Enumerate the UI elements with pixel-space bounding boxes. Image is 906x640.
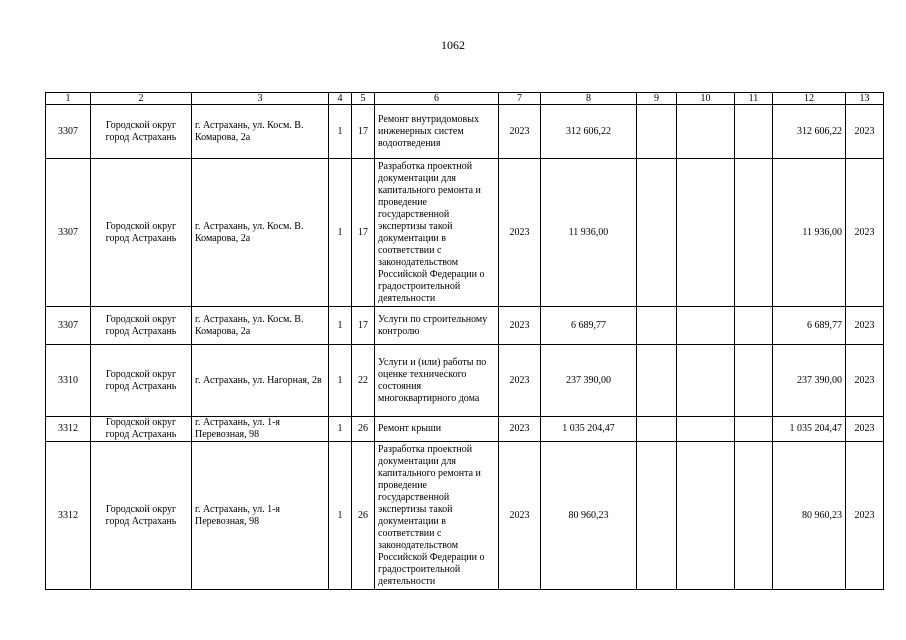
year: 2023 — [499, 159, 541, 307]
completion-year: 2023 — [846, 417, 884, 442]
col-11-value — [735, 105, 773, 159]
address: г. Астрахань, ул. 1-я Перевозная, 98 — [192, 442, 329, 590]
col-9-value — [637, 159, 677, 307]
col-10-value — [677, 345, 735, 417]
municipality: Городской округ город Астрахань — [91, 307, 192, 345]
col-10-value — [677, 159, 735, 307]
col-4-value: 1 — [329, 442, 352, 590]
completion-year: 2023 — [846, 105, 884, 159]
column-number: 4 — [329, 93, 352, 105]
work-description: Услуги и (или) работы по оценке технического состояния многоквартирного дома — [375, 345, 499, 417]
table-row — [46, 159, 884, 307]
col-4-value: 1 — [329, 159, 352, 307]
col-10-value — [677, 307, 735, 345]
column-number: 2 — [91, 93, 192, 105]
col-11-value — [735, 159, 773, 307]
year: 2023 — [499, 442, 541, 590]
col-11-value — [735, 345, 773, 417]
col-4-value: 1 — [329, 417, 352, 442]
funding-amount: 80 960,23 — [773, 442, 846, 590]
col-5-value: 22 — [352, 345, 375, 417]
municipality: Городской округ город Астрахань — [91, 159, 192, 307]
work-description: Разработка проектной документации для капитального ремонта и проведение государственной экспертизы такой документации в соответствии с законодательством Российской Федерации о градостроительной деятельности — [375, 159, 499, 307]
col-9-value — [637, 442, 677, 590]
col-5-value: 17 — [352, 307, 375, 345]
column-number-row — [46, 93, 884, 105]
funding-amount: 11 936,00 — [773, 159, 846, 307]
col-9-value — [637, 345, 677, 417]
col-11-value — [735, 442, 773, 590]
row-number: 3307 — [46, 105, 91, 159]
total-cost: 11 936,00 — [541, 159, 637, 307]
column-number: 7 — [499, 93, 541, 105]
page-number: 1062 — [441, 38, 465, 52]
total-cost: 312 606,22 — [541, 105, 637, 159]
work-description: Ремонт крыши — [375, 417, 499, 442]
table-row — [46, 417, 884, 442]
work-description: Разработка проектной документации для капитального ремонта и проведение государственной экспертизы такой документации в соответствии с законодательством Российской Федерации о градостроительной деятельности — [375, 442, 499, 590]
address: г. Астрахань, ул. Косм. В. Комарова, 2а — [192, 307, 329, 345]
municipality: Городской округ город Астрахань — [91, 345, 192, 417]
register-table — [45, 92, 884, 590]
total-cost: 237 390,00 — [541, 345, 637, 417]
total-cost: 1 035 204,47 — [541, 417, 637, 442]
table-row — [46, 345, 884, 417]
row-number: 3307 — [46, 159, 91, 307]
row-number: 3310 — [46, 345, 91, 417]
completion-year: 2023 — [846, 159, 884, 307]
work-description: Услуги по строительному контролю — [375, 307, 499, 345]
col-5-value: 17 — [352, 105, 375, 159]
municipality: Городской округ город Астрахань — [91, 442, 192, 590]
column-number: 11 — [735, 93, 773, 105]
col-11-value — [735, 307, 773, 345]
row-number: 3312 — [46, 442, 91, 590]
col-4-value: 1 — [329, 307, 352, 345]
col-4-value: 1 — [329, 345, 352, 417]
municipality: Городской округ город Астрахань — [91, 417, 192, 442]
column-number: 3 — [192, 93, 329, 105]
row-number: 3307 — [46, 307, 91, 345]
table-row — [46, 442, 884, 590]
col-5-value: 26 — [352, 442, 375, 590]
year: 2023 — [499, 105, 541, 159]
column-number: 12 — [773, 93, 846, 105]
year: 2023 — [499, 307, 541, 345]
col-11-value — [735, 417, 773, 442]
address: г. Астрахань, ул. 1-я Перевозная, 98 — [192, 417, 329, 442]
completion-year: 2023 — [846, 442, 884, 590]
col-10-value — [677, 417, 735, 442]
col-9-value — [637, 307, 677, 345]
funding-amount: 6 689,77 — [773, 307, 846, 345]
col-10-value — [677, 442, 735, 590]
completion-year: 2023 — [846, 345, 884, 417]
column-number: 6 — [375, 93, 499, 105]
total-cost: 80 960,23 — [541, 442, 637, 590]
col-5-value: 17 — [352, 159, 375, 307]
address: г. Астрахань, ул. Косм. В. Комарова, 2а — [192, 105, 329, 159]
column-number: 13 — [846, 93, 884, 105]
col-5-value: 26 — [352, 417, 375, 442]
year: 2023 — [499, 345, 541, 417]
funding-amount: 237 390,00 — [773, 345, 846, 417]
column-number: 1 — [46, 93, 91, 105]
year: 2023 — [499, 417, 541, 442]
column-number: 9 — [637, 93, 677, 105]
column-number: 5 — [352, 93, 375, 105]
column-number: 10 — [677, 93, 735, 105]
col-9-value — [637, 105, 677, 159]
work-description: Ремонт внутридомовых инженерных систем водоотведения — [375, 105, 499, 159]
completion-year: 2023 — [846, 307, 884, 345]
col-9-value — [637, 417, 677, 442]
funding-amount: 312 606,22 — [773, 105, 846, 159]
municipality: Городской округ город Астрахань — [91, 105, 192, 159]
funding-amount: 1 035 204,47 — [773, 417, 846, 442]
col-10-value — [677, 105, 735, 159]
address: г. Астрахань, ул. Косм. В. Комарова, 2а — [192, 159, 329, 307]
table-row — [46, 307, 884, 345]
column-number: 8 — [541, 93, 637, 105]
table-row — [46, 105, 884, 159]
row-number: 3312 — [46, 417, 91, 442]
address: г. Астрахань, ул. Нагорная, 2в — [192, 345, 329, 417]
col-4-value: 1 — [329, 105, 352, 159]
total-cost: 6 689,77 — [541, 307, 637, 345]
